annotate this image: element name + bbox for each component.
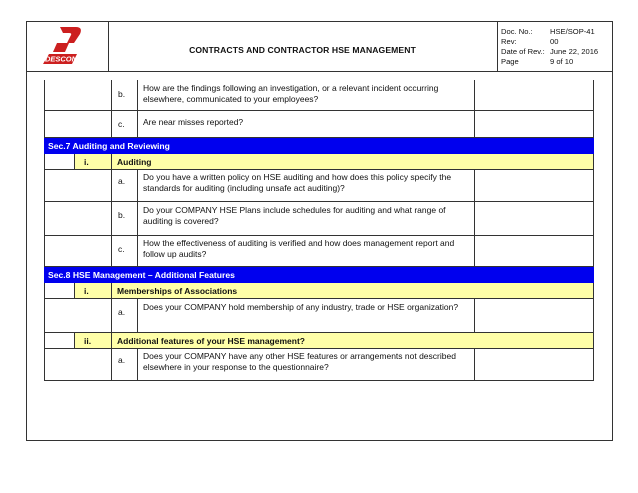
answer-cell[interactable]: [475, 299, 594, 332]
table-row: c. Are near misses reported?: [44, 111, 594, 138]
answer-cell[interactable]: [475, 202, 594, 235]
subsection-header: ii. Additional features of your HSE management?: [44, 333, 594, 349]
section-header-8: Sec.8 HSE Management – Additional Features: [44, 267, 594, 283]
answer-cell[interactable]: [475, 111, 594, 137]
document-title: CONTRACTS AND CONTRACTOR HSE MANAGEMENT: [189, 45, 416, 55]
document-meta: [497, 22, 612, 71]
answer-cell[interactable]: [475, 236, 594, 266]
document-page: [26, 21, 613, 441]
doc-no-row: Doc. No.: HSE/SOP-41: [501, 27, 595, 36]
answer-cell[interactable]: [475, 349, 594, 380]
descon-logo: [27, 22, 108, 71]
rev-row: Rev: 00: [501, 37, 559, 46]
date-row: Date of Rev.: June 22, 2016: [501, 47, 599, 56]
svg-text:DESCON: DESCON: [44, 54, 78, 64]
subsection-header: i. Memberships of Associations: [44, 283, 594, 299]
section-header-7: Sec.7 Auditing and Reviewing: [44, 138, 594, 154]
table-row: c. How the effectiveness of auditing is verified and how does management report and follow up audits?: [44, 236, 594, 267]
table-row: b. How are the findings following an investigation, or a relevant incident occurring elsewhere, communicated to your employees?: [44, 80, 594, 111]
title-cell: [108, 22, 498, 71]
document-header: [27, 22, 612, 72]
answer-cell[interactable]: [475, 170, 594, 201]
page-row: Page 9 of 10: [501, 57, 574, 66]
table-row: a. Does your COMPANY hold membership of any industry, trade or HSE organization?: [44, 299, 594, 333]
table-row: b. Do your COMPANY HSE Plans include schedules for auditing and what range of auditing is covered?: [44, 202, 594, 236]
answer-cell[interactable]: [475, 80, 594, 110]
subsection-header: i. Auditing: [44, 154, 594, 170]
table-row: a. Does your COMPANY have any other HSE features or arrangements not described elsewhere in your response to the questionnaire?: [44, 349, 594, 381]
table-row: a. Do you have a written policy on HSE auditing and how does this policy specify the standards for auditing (including unsafe act auditing)?: [44, 170, 594, 202]
logo-cell: [27, 22, 109, 71]
